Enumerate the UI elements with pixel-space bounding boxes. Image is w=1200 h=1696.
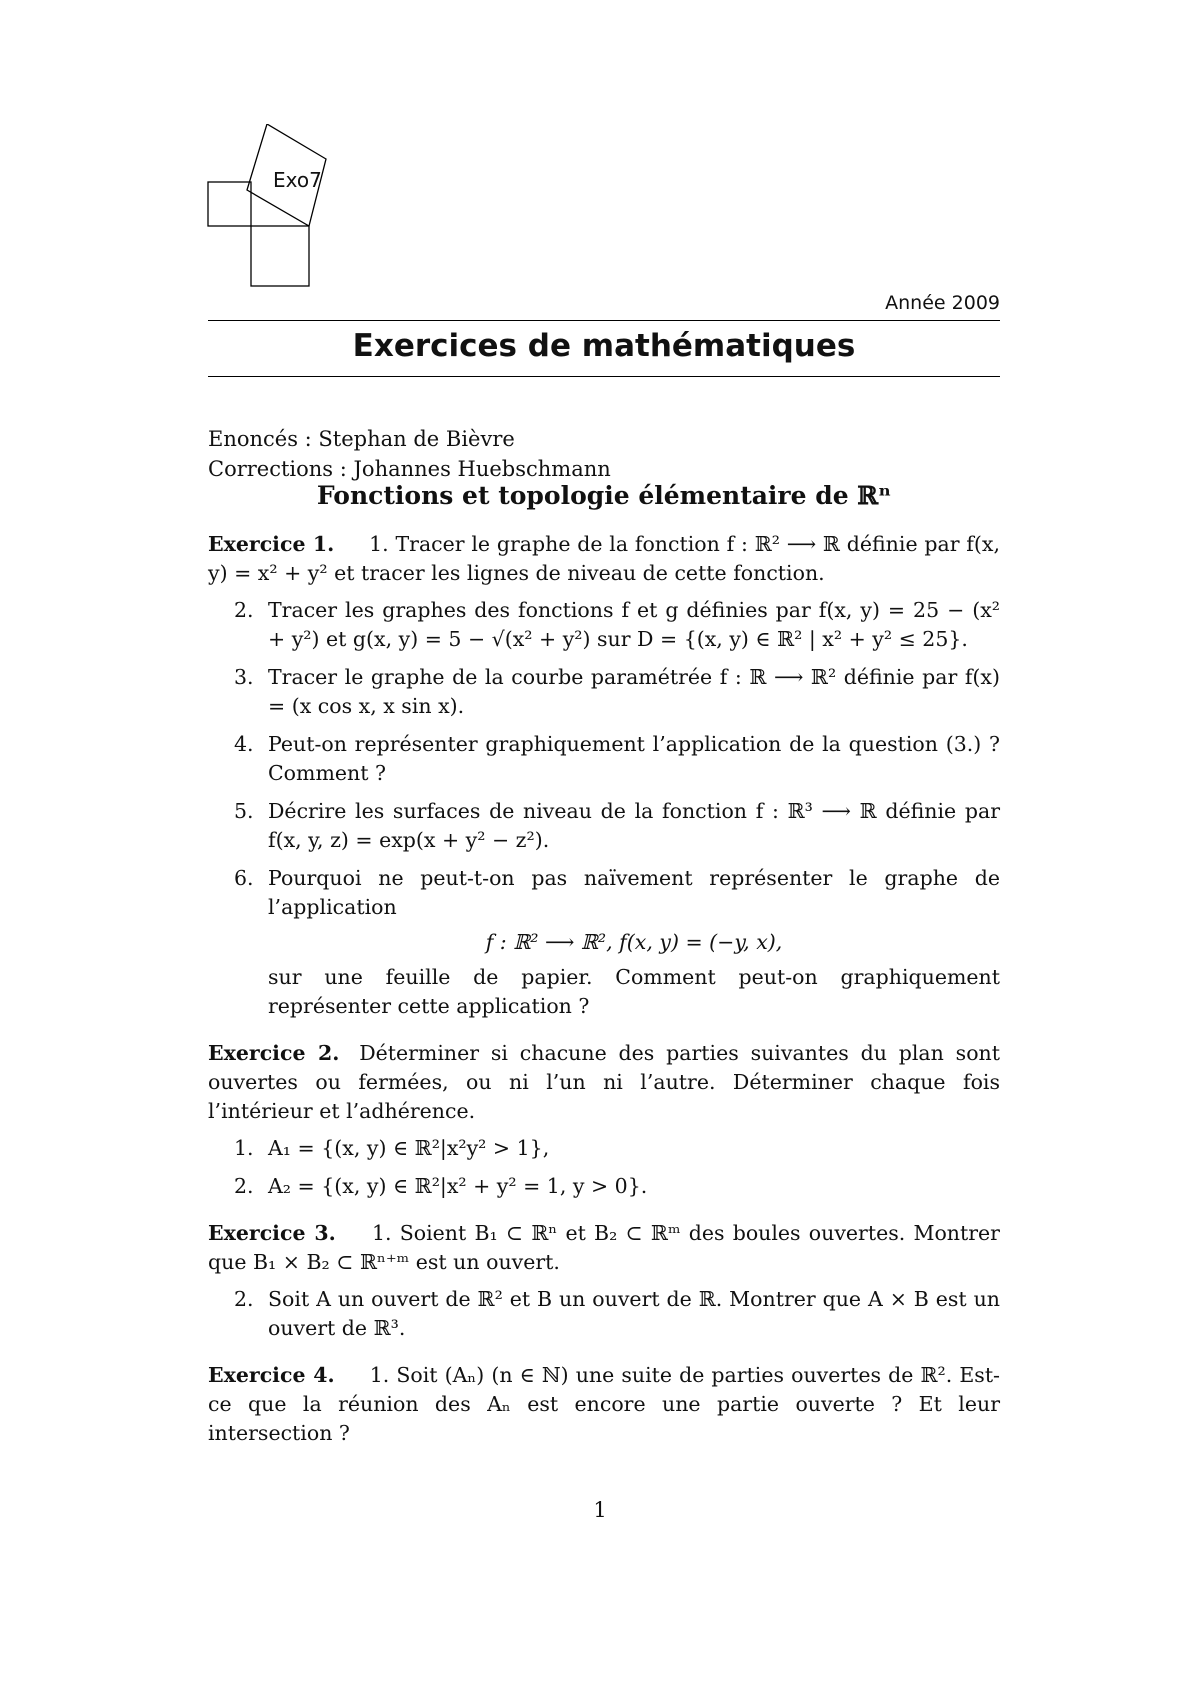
item-text: Tracer le graphe de la fonction f : ℝ² ⟶ ℝ définie par f(x, y) = x² + y² et tracer les lignes de niveau de cette fonction. [208, 532, 1000, 585]
exercise-2-intro [208, 1039, 1000, 1126]
statements-author: Enoncés : Stephan de Bièvre [208, 427, 515, 451]
page-title: Exercices de mathématiques [352, 328, 856, 364]
exercise-1 [208, 530, 1000, 1021]
exercise-label: Exercice 4. [208, 1363, 335, 1387]
item-number: 1. [371, 1221, 392, 1245]
exercise-intro: Déterminer si chacune des parties suivantes du plan sont ouvertes ou fermées, ou ni l’un ni l’autre. Déterminer chaque fois l’intérieur et l’adhérence. [208, 1041, 1000, 1123]
list-item [208, 797, 1000, 855]
item-text: Pourquoi ne peut-t-on pas naïvement représenter le graphe de l’application [268, 866, 1000, 919]
item-number: 1. [234, 1136, 254, 1160]
section-title: Fonctions et topologie élémentaire de ℝⁿ [316, 481, 892, 510]
list-item [208, 1172, 1000, 1201]
top-rule [208, 320, 1000, 321]
page-number: 1 [593, 1498, 607, 1522]
item-number: 4. [234, 732, 254, 756]
item-number: 2. [234, 1287, 254, 1311]
exercise-2 [208, 1039, 1000, 1201]
list-item [208, 730, 1000, 788]
list-item [208, 1134, 1000, 1163]
list-item [208, 864, 1000, 1021]
item-number: 2. [234, 1174, 254, 1198]
list-item [208, 596, 1000, 654]
exercise-4 [208, 1361, 1000, 1448]
item-text: A₂ = {(x, y) ∈ ℝ²|x² + y² = 1, y > 0}. [268, 1174, 648, 1198]
list-item [208, 663, 1000, 721]
year-label: Année 2009 [885, 292, 1000, 314]
item-text: Tracer les graphes des fonctions f et g définies par f(x, y) = 25 − (x² + y²) et g(x, y) = 5 − √(x² + y²) sur D = {(x, y) ∈ ℝ² | x² + y² ≤ 25}. [268, 598, 1000, 651]
exo7-logo [205, 124, 355, 290]
item-text: Décrire les surfaces de niveau de la fonction f : ℝ³ ⟶ ℝ définie par f(x, y, z) = exp(x + y² − z²). [268, 799, 1000, 852]
item-text-after: sur une feuille de papier. Comment peut-on graphiquement représenter cette application ? [268, 965, 1000, 1018]
corrections-author: Corrections : Johannes Huebschmann [208, 457, 611, 481]
item-text: A₁ = {(x, y) ∈ ℝ²|x²y² > 1}, [268, 1136, 550, 1160]
item-number: 3. [234, 665, 254, 689]
item-number: 1. [369, 532, 389, 556]
list-item [208, 1285, 1000, 1343]
item-text: Peut-on représenter graphiquement l’application de la question (3.) ? Comment ? [268, 732, 1000, 785]
item-number: 6. [234, 866, 254, 890]
item-text: Tracer le graphe de la courbe paramétrée f : ℝ ⟶ ℝ² définie par f(x) = (x cos x, x sin x). [268, 665, 1000, 718]
logo-text: Exo7 [273, 168, 322, 192]
display-formula: f : ℝ² ⟶ ℝ², f(x, y) = (−y, x), [485, 930, 783, 954]
bottom-rule [208, 376, 1000, 377]
exercise-label: Exercice 2. [208, 1041, 340, 1065]
exercise-3 [208, 1219, 1000, 1343]
item-text: Soit (Aₙ) (n ∈ ℕ) une suite de parties ouvertes de ℝ². Est-ce que la réunion des Aₙ est encore une partie ouverte ? Et leur intersection ? [208, 1363, 1000, 1445]
item-number: 5. [234, 799, 254, 823]
item-text: Soient B₁ ⊂ ℝⁿ et B₂ ⊂ ℝᵐ des boules ouvertes. Montrer que B₁ × B₂ ⊂ ℝⁿ⁺ᵐ est un ouvert. [208, 1221, 1000, 1274]
authors-block [208, 424, 611, 484]
item-number: 1. [369, 1363, 390, 1387]
exercise-list [208, 530, 1000, 1466]
item-number: 2. [234, 598, 254, 622]
exercise-label: Exercice 1. [208, 532, 335, 556]
exercise-4-first-item [208, 1361, 1000, 1448]
exercise-1-first-item [208, 530, 1000, 588]
exercise-label: Exercice 3. [208, 1221, 336, 1245]
exercise-3-first-item [208, 1219, 1000, 1277]
item-text: Soit A un ouvert de ℝ² et B un ouvert de ℝ. Montrer que A × B est un ouvert de ℝ³. [268, 1287, 1000, 1340]
